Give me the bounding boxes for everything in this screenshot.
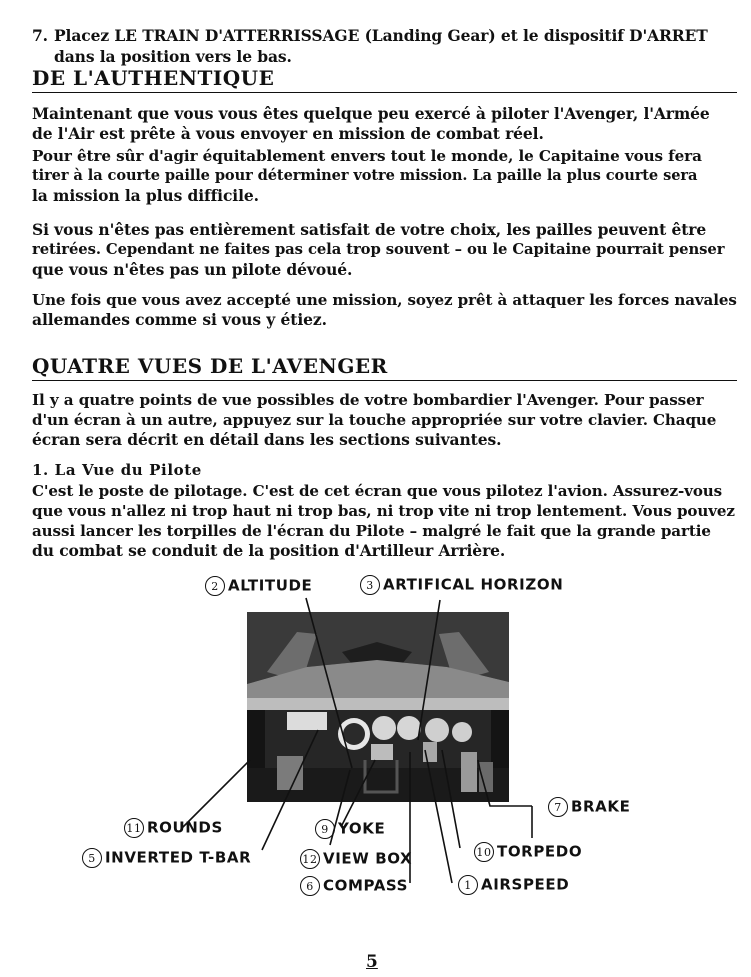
- text-line: aussi lancer les torpilles de l'écran du Pilote – malgré le fait que la grande partie: [32, 522, 711, 540]
- callout-number: 2: [205, 576, 225, 596]
- callout-text: INVERTED T-BAR: [105, 848, 252, 867]
- section-heading-authentique: DE L'AUTHENTIQUE: [32, 66, 275, 90]
- callout-number: 5: [82, 848, 102, 868]
- subheading-vue-pilote: 1. La Vue du Pilote: [32, 461, 202, 479]
- text-line: la mission la plus difficile.: [32, 186, 259, 205]
- text-line: retirées. Cependant ne faites pas cela trop souvent – ou le Capitaine pourrait penser: [32, 241, 725, 258]
- callout-number: 11: [124, 818, 144, 838]
- text-line: Pour être sûr d'agir équitablement envers tout le monde, le Capitaine vous fera: [32, 147, 702, 165]
- text-line: d'un écran à un autre, appuyez sur la touche appropriée sur votre clavier. Chaque: [32, 411, 717, 429]
- step-line-2: dans la position vers le bas.: [54, 47, 292, 66]
- callout-text: ALTITUDE: [228, 576, 313, 595]
- callout-airspeed: [458, 875, 569, 895]
- section-heading-quatre-vues: QUATRE VUES DE L'AVENGER: [32, 354, 388, 378]
- callout-text: ROUNDS: [147, 818, 223, 837]
- callout-number: 12: [300, 849, 320, 869]
- callout-number: 1: [458, 875, 478, 895]
- callout-brake: [548, 797, 630, 817]
- callout-text: COMPASS: [323, 876, 409, 895]
- callout-compass: [300, 876, 408, 896]
- text-line: Maintenant que vous vous êtes quelque peu exercé à piloter l'Avenger, l'Armée: [32, 104, 710, 123]
- text-line: Il y a quatre points de vue possibles de votre bombardier l'Avenger. Pour passer: [32, 391, 704, 409]
- callout-text: TORPEDO: [497, 842, 583, 861]
- text-line: allemandes comme si vous y étiez.: [32, 310, 327, 329]
- text-line: que vous n'allez ni trop haut ni trop bas, ni trop vite ni trop lentement. Vous pouvez: [32, 502, 735, 520]
- text-line: que vous n'êtes pas un pilote dévoué.: [32, 260, 353, 279]
- callout-text: BRAKE: [571, 797, 631, 816]
- callout-torpedo: [474, 842, 582, 862]
- callout-text: AIRSPEED: [481, 875, 570, 894]
- text-line: écran sera décrit en détail dans les sections suivantes.: [32, 430, 502, 449]
- callout-text: YOKE: [338, 819, 386, 838]
- callout-artificial-horizon: [360, 575, 563, 595]
- text-line: de l'Air est prête à vous envoyer en mission de combat réel.: [32, 124, 544, 143]
- callout-text: VIEW BOX: [323, 849, 413, 868]
- callout-number: 10: [474, 842, 494, 862]
- callout-number: 7: [548, 797, 568, 817]
- step-number: 7.: [32, 26, 48, 45]
- callout-yoke: [315, 819, 385, 839]
- callout-number: 9: [315, 819, 335, 839]
- callout-altitude: [205, 576, 312, 596]
- text-line: C'est le poste de pilotage. C'est de cet écran que vous pilotez l'avion. Assurez-vous: [32, 482, 723, 500]
- callout-inverted-t-bar: [82, 848, 251, 868]
- text-line: Une fois que vous avez accepté une mission, soyez prêt à attaquer les forces navales: [32, 291, 737, 309]
- step-line-1: Placez LE TRAIN D'ATTERRISSAGE (Landing Gear) et le dispositif D'ARRET: [54, 26, 708, 45]
- callout-view-box: [300, 849, 412, 869]
- text-line: Si vous n'êtes pas entièrement satisfait de votre choix, les pailles peuvent être: [32, 220, 707, 239]
- text-line: tirer à la courte paille pour déterminer votre mission. La paille la plus courte sera: [32, 167, 698, 184]
- callout-rounds: [124, 818, 223, 838]
- callout-number: 3: [360, 575, 380, 595]
- page-number: 5: [366, 952, 378, 972]
- callout-text: ARTIFICAL HORIZON: [383, 575, 564, 594]
- text-line: du combat se conduit de la position d'Artilleur Arrière.: [32, 541, 506, 560]
- callout-number: 6: [300, 876, 320, 896]
